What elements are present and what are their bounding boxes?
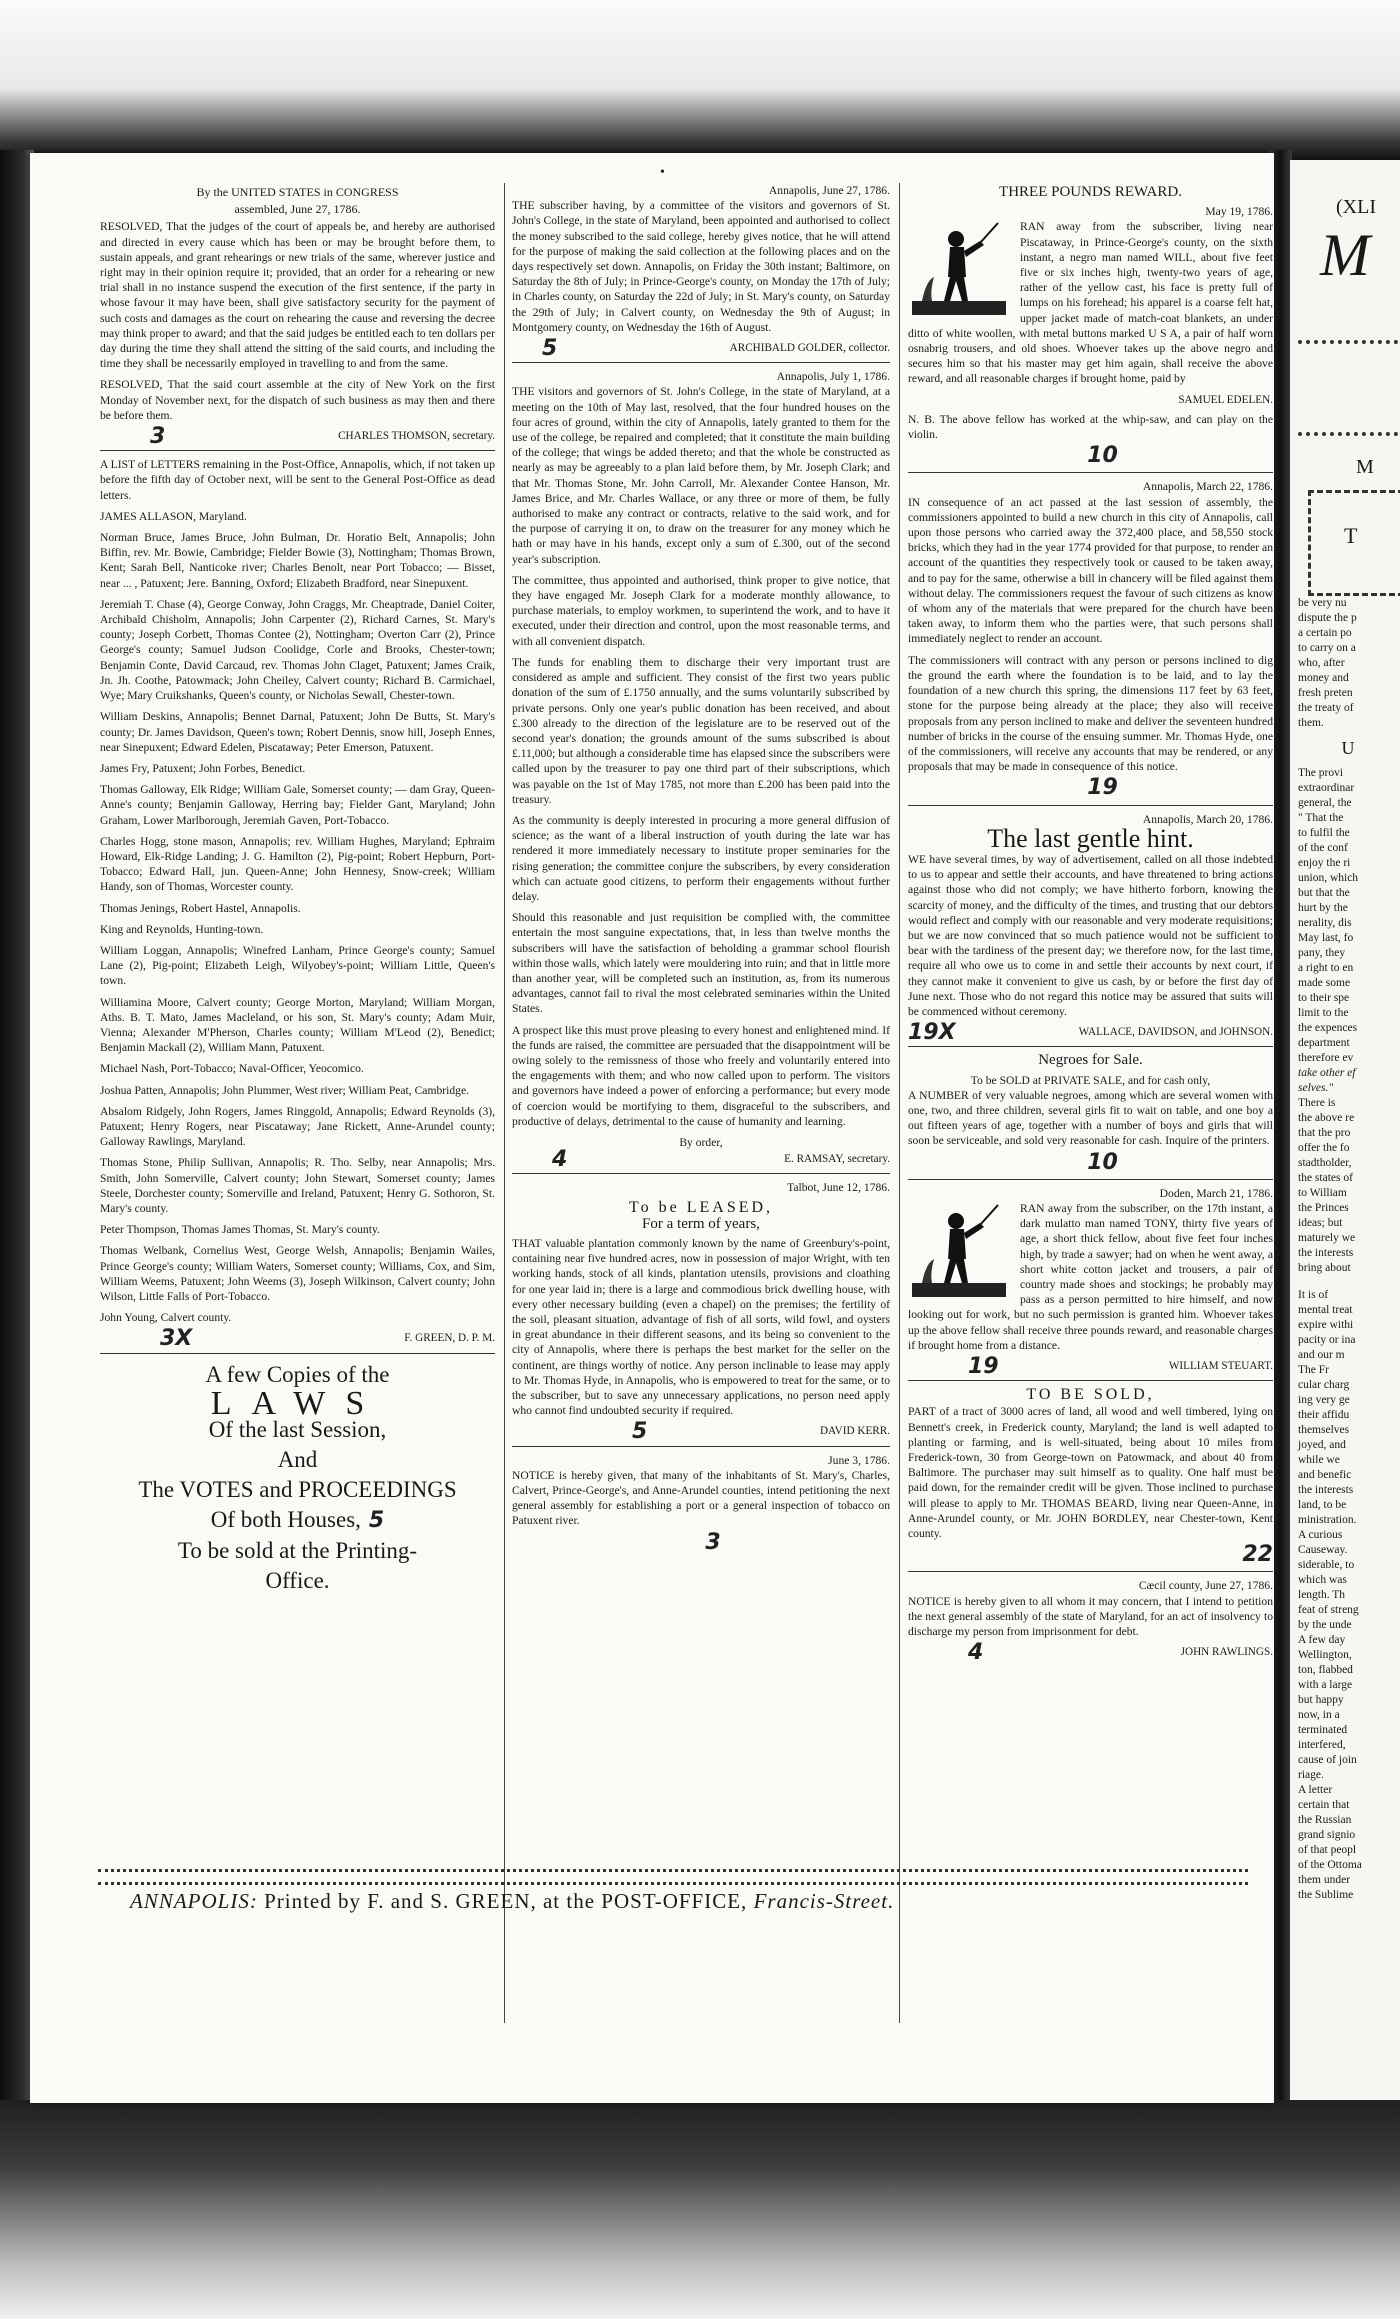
leased-advertisement xyxy=(512,1180,890,1445)
visitors-byorder: By order, xyxy=(679,1135,723,1149)
patuxent-notice xyxy=(512,1453,890,1553)
congress-body-2: RESOLVED, That the said court assemble at the city of New York on the first Monday of November next, for the dispatch of such business as may then and there be before them. xyxy=(100,378,495,422)
facing-letter: M xyxy=(1356,456,1374,478)
doden-signature: WILLIAM STEUART. xyxy=(1168,1360,1273,1373)
facing-text xyxy=(1298,596,1398,1903)
facing-line: of the Ottoma xyxy=(1298,1859,1362,1871)
congress-notice xyxy=(100,185,495,450)
letters-entry: Absalom Ridgely, John Rogers, James Ringgold, Annapolis; Edward Reynolds (3), Patuxent; Henry Rogers, near Piscataway; Jane Rickett, Anne-Arundel county; Galloway Rawlings, Maryland. xyxy=(100,1104,495,1149)
facing-line: to William xyxy=(1298,1187,1347,1199)
doden-runaway-advertisement xyxy=(908,1186,1273,1380)
facing-line: therefore ev xyxy=(1298,1052,1354,1064)
facing-line: but happy xyxy=(1298,1694,1344,1706)
rawlings-signature: JOHN RAWLINGS. xyxy=(1180,1646,1273,1659)
footer-city: ANNAPOLIS: xyxy=(130,1889,258,1913)
laws-advertisement xyxy=(100,1360,495,1596)
rawlings-notice xyxy=(908,1578,1273,1666)
laws-line-6: To be sold at the Printing- xyxy=(177,1537,418,1563)
facing-line: and benefic xyxy=(1298,1469,1352,1481)
facing-line: land, to be xyxy=(1298,1499,1347,1511)
letters-entry: Williamina Moore, Calvert county; George Morton, Maryland; William Morgan, Aths. B. T. Mato, James Macleland, or his son, St. Mary's county; Adam Muir, Vienna; Alexander M'Pherson, Charles county; William M'Leod (2), Benedict; Benjamin Mackall (2), William Mann, Patuxent. xyxy=(100,995,495,1055)
laws-line-2: Of the last Session, xyxy=(208,1416,387,1442)
facing-line: interfered, xyxy=(1298,1739,1346,1751)
facing-header: (XLI xyxy=(1336,196,1376,218)
facing-line: them under xyxy=(1298,1874,1351,1886)
college-dateline: Annapolis, June 27, 1786. xyxy=(768,184,890,197)
facing-page-fragment xyxy=(1290,160,1400,2100)
letters-entry: Jeremiah T. Chase (4), George Conway, John Craggs, Mr. Cheaptrade, Daniel Coiter, Archibald Chisholm, Annapolis; John Carpenter (2), Richard Carnes, St. Mary's county; Joseph Corbett, Thomas Contee (2), Nottingham; Overton Carr (2), Prince George's county; Samuel Judson Coolidge, Corle and Brooks, Chester-town; Benjamin Conte, David Carcaud, rev. Thomas John Claget, Patuxent; James Craik, Jn. Jh. Coothe, Patowmack; John Cheiley, Calvert county; Richard B. Carmichael, Wye; Mary Cruikshanks, Queen's county, or Nicholas Sewall, Chester-town. xyxy=(100,597,495,703)
facing-line: A curious xyxy=(1298,1529,1343,1541)
facing-line: the interests xyxy=(1298,1484,1354,1496)
facing-line: the Russian xyxy=(1298,1814,1352,1826)
church-notice xyxy=(908,479,1273,801)
footer-street: Francis-Street. xyxy=(753,1889,895,1913)
facing-line: A few day xyxy=(1298,1634,1346,1646)
gentle-hint-notice xyxy=(908,812,1273,1046)
negroes-body: A NUMBER of very valuable negroes, among which are several women with one, two, and three children, several girls fit to wait on table, and one boy a out fifteen years of age, together with a number of boys and girls that will soon be serviceable, and sold very reasonable for cash. Inquire of the printers. xyxy=(908,1088,1273,1148)
facing-line: There is xyxy=(1298,1097,1336,1109)
facing-line: feat of streng xyxy=(1298,1604,1359,1616)
visitors-body-5: Should this reasonable and just requisition be complied with, the committee entertain the most sanguine expectations, that, in less than twelve months the subscribers will have the satisfaction of beholding a grammar school flourish within those walls, which lately were mouldering into ruin; and that in little more than another year, will be completed such an institution, as, from its numerous advantages, cannot fail to rival the most celebrated seminaries within the United States. xyxy=(512,911,890,1016)
negroes-sale-advertisement xyxy=(908,1052,1273,1175)
handwritten-note: 3X xyxy=(160,1326,193,1352)
visitors-notice xyxy=(512,369,890,1173)
negroes-title: Negroes for Sale. xyxy=(1038,1052,1143,1069)
college-body: THE subscriber having, by a committee of the visitors and governors of St. John's College, in the state of Maryland, been appointed and authorised to collect the money subscribed to the said college, hereby gives notice, that he will attend for the purpose of making the said collection at the following places and on the days respectively set down. Annapolis, on Friday the 30th instant; Baltimore, on Saturday the 8th of July; in Prince-George's county, on Monday the 17th of July; in Charles county, on Saturday the 22d of July; in St. Mary's county, on Saturday the 29th of July; in Calvert county, on Wednesday the 9th of August; in Montgomery county, on Wednesday the 16th of August. xyxy=(512,199,890,334)
facing-line: dispute the p xyxy=(1298,612,1357,624)
facing-line: selves." xyxy=(1298,1082,1334,1094)
divider xyxy=(908,1179,1273,1180)
handwritten-note: 4 xyxy=(968,1640,984,1666)
facing-line: Wellington, xyxy=(1298,1649,1352,1661)
facing-line: the Sublime xyxy=(1298,1889,1354,1901)
facing-line: mental treat xyxy=(1298,1304,1353,1316)
church-body-2: The commissioners will contract with any person or persons inclined to dig the ground the earth where the foundation is to be laid, and to lay the foundation of a new church this spring, the dimensions 117 feet by 63 feet, stone for the purpose being already at the place; they also will receive proposals from any person inclined to make and deliver the seventeen hundred number of bricks in the course of the ensuing summer. Mr. Thomas Hyde, one of the commissioners, will receive any accounts that may be rendered, or any proposals that may be made in consequence of this notice. xyxy=(908,653,1273,774)
facing-line: " That the xyxy=(1298,812,1344,824)
scan-top-shadow xyxy=(0,0,1400,160)
facing-dotted-rule xyxy=(1298,432,1398,446)
letters-entry: Thomas Welbank, Cornelius West, George Welsh, Annapolis; Benjamin Wailes, Prince George's county; William Waters, Somerset county; Williams, Cox, and Sim, William Weems, Patuxent; John Weems (3), Joseph Wilkinson, Calvert county; John Wilson, Little Falls of Port-Tobacco. xyxy=(100,1244,495,1303)
facing-line: bring about xyxy=(1298,1262,1351,1274)
facing-line: The Fr xyxy=(1298,1364,1329,1376)
sold-body: PART of a tract of 3000 acres of land, all wood and well timbered, lying on Bennett's creek, in Frederick county, Maryland; the land is well adapted to planting or farming, and is well-situated, being about 10 miles from Frederick-town, 30 from George-town on Patowmack, and about 40 from Baltimore. The purchaser may suit himself as to quality. One half must be paid down, for the remainder credit will be given. Those inclined to purchase will please to apply to Mr. THOMAS BEARD, living near Queen-Anne, in Anne-Arundel county, or Mr. JOHN BORDLEY, near Chester-town, Kent county. xyxy=(908,1405,1273,1541)
leased-dateline: Talbot, June 12, 1786. xyxy=(787,1181,890,1195)
footer-printed: Printed by F. and S. GREEN, at the POST-OFFICE, xyxy=(264,1889,748,1913)
facing-line: joyed, and xyxy=(1298,1439,1346,1451)
facing-line: terminated xyxy=(1298,1724,1348,1736)
facing-line: length. Th xyxy=(1298,1589,1346,1601)
handwritten-note: 3 xyxy=(705,1529,721,1555)
rawlings-body: NOTICE is hereby given to all whom it may concern, that I intend to petition the next general assembly of the state of Maryland, for an act of insolvency to discharge my person from imprisonment for debt. xyxy=(908,1594,1273,1639)
facing-line: who, after xyxy=(1298,657,1345,669)
facing-line: while we xyxy=(1298,1454,1340,1466)
scan-left-shadow xyxy=(0,150,34,2100)
hint-title: The last gentle hint. xyxy=(987,823,1194,853)
congress-subheading: assembled, June 27, 1786. xyxy=(234,202,361,217)
facing-line: the Princes xyxy=(1298,1202,1349,1214)
land-sale-advertisement xyxy=(908,1386,1273,1568)
facing-line: A letter xyxy=(1298,1784,1333,1796)
facing-line: a certain po xyxy=(1298,627,1352,639)
facing-line: enjoy the ri xyxy=(1298,857,1351,869)
leased-title: To be LEASED, xyxy=(628,1198,774,1216)
visitors-body-4: As the community is deeply interested in procuring a more general diffusion of science; as the want of a liberal instruction of youth during the late war has rendered it more immediately necessary to institute proper seminaries for the rising generation; the committee conjure the subscribers, by every consideration which can actuate good citizens, to perform their engagements without further delay. xyxy=(512,813,890,903)
letters-entry: Thomas Galloway, Elk Ridge; William Gale, Somerset county; — dam Gray, Queen-Anne's county; Benjamin Galloway, Herring bay; Fielder Gant, Maryland; John Graham, Lower Marlborough, Jeremiah Gaven, Port-Tobacco. xyxy=(100,783,495,827)
handwritten-note: 10 xyxy=(1087,1149,1118,1175)
divider xyxy=(100,450,495,451)
facing-line: expire withi xyxy=(1298,1319,1354,1331)
divider xyxy=(512,1173,890,1174)
imprint-footer xyxy=(130,1889,1260,1914)
divider xyxy=(512,362,890,363)
divider xyxy=(908,1046,1273,1047)
facing-line: It is of xyxy=(1298,1289,1329,1301)
letters-entry: Michael Nash, Port-Tobacco; Naval-Officer, Yeocomico. xyxy=(100,1062,364,1076)
negroes-subtitle: To be SOLD at PRIVATE SALE, and for cash only, xyxy=(970,1073,1211,1087)
reward-note: N. B. The above fellow has worked at the whip-saw, and can play on the violin. xyxy=(908,412,1273,442)
facing-dropcap: T xyxy=(1344,523,1358,548)
facing-line: to their spe xyxy=(1298,992,1350,1004)
facing-line: them. xyxy=(1298,717,1324,729)
hint-dateline: Annapolis, March 20, 1786. xyxy=(1142,812,1273,826)
handwritten-note: 19 xyxy=(968,1354,999,1380)
facing-line: which was xyxy=(1298,1574,1347,1586)
patuxent-dateline: June 3, 1786. xyxy=(828,1453,890,1467)
facing-line: fresh preten xyxy=(1298,687,1353,699)
facing-heading: U xyxy=(1341,738,1355,758)
letters-entry: Thomas Jenings, Robert Hastel, Annapolis. xyxy=(100,901,301,915)
facing-line: to fulfil the xyxy=(1298,827,1350,839)
sold-title: TO BE SOLD, xyxy=(1026,1386,1155,1404)
letters-signature: F. GREEN, D. P. M. xyxy=(404,1332,495,1345)
facing-line: the states of xyxy=(1298,1172,1353,1184)
letters-entry: Norman Bruce, James Bruce, John Bulman, Dr. Horatio Belt, Annapolis; John Biffin, rev. Mr. Bowie, Cambridge; Fielder Bowie (3), Nottingham; Thomas Brown, Kent; Sarah Bell, Nanticoke river; Charles Benolt, near Port Tobacco; — Bisset, near ... , Patuxent; Jere. Banning, Oxford; Elizabeth Bradford, near Sinepuxent. xyxy=(100,531,495,590)
facing-line: stadtholder, xyxy=(1298,1157,1352,1169)
hint-signature: WALLACE, DAVIDSON, and JOHNSON. xyxy=(1078,1026,1273,1039)
facing-line: take other ef xyxy=(1298,1067,1356,1079)
visitors-body: THE visitors and governors of St. John's College, in the state of Maryland, at a meeting on the 10th of May last, resolved, that the four hundred houses on the four acres of ground, within the city of Annapolis, lately granted to them for the use of the college, be repaired and completed; that it constitute the main building of the college; that wings be added thereto; and that the whole be constructed as nearly as may be agreeably to a plan laid before them, by Mr. Joseph Clark; and that Mr. Thomas Stone, Mr. John Carroll, Mr. Alexander Contee Hanson, Mr. James Brice, and Mr. Charles Wallace, or any three or more of them, be fully authorised to make any contract or contracts, relative to the said work, and for the purpose of carrying it on, to draw on the treasurer for any money which he hath or may have in his hands, except only a sum of £.300, out of the second year's subscription. xyxy=(512,385,890,566)
divider xyxy=(908,472,1273,473)
patuxent-body: NOTICE is hereby given, that many of the inhabitants of St. Mary's, Charles, Calvert, Prince-George's, and Anne-Arundel counties, intend petitioning the next general assembly for establishing a port or a general inspection of tobacco on Patuxent river. xyxy=(512,1468,890,1528)
reward-title: THREE POUNDS REWARD. xyxy=(999,184,1182,200)
facing-line: riage. xyxy=(1298,1769,1324,1781)
leased-subtitle: For a term of years, xyxy=(642,1215,760,1232)
handwritten-note: 3 xyxy=(150,424,166,450)
visitors-body-3: The funds for enabling them to discharge their very important trust are considered as ample and sufficient. They consist of the first two years public donation of the sum of £.1750 annually, and the sums voluntarily subscribed by private persons. Only one year's public donation has been received, and about £.300 already to the direction of the legislature are to be reserved out of the second year's donation; the grounds amount of the sums subscribed is about £.11,000; but although a considerable time has elapsed since the subscribers were called upon by the treasurer to pay one third part of their subscriptions, which was payable on the 1st of May 1785, not more than £.200 has been paid into the treasury. xyxy=(512,655,890,806)
congress-heading: By the UNITED STATES in CONGRESS xyxy=(196,185,399,199)
divider xyxy=(908,1571,1273,1572)
ornamental-border xyxy=(98,1869,1248,1885)
facing-line: themselves xyxy=(1298,1424,1350,1436)
handwritten-note: 5 xyxy=(368,1507,385,1533)
facing-line: ministration. xyxy=(1298,1514,1357,1526)
facing-line: pany, they xyxy=(1298,947,1346,959)
facing-line: ing very ge xyxy=(1298,1394,1350,1406)
facing-line: nerality, dis xyxy=(1298,917,1352,929)
divider xyxy=(512,1446,890,1447)
facing-line: be very nu xyxy=(1298,597,1347,609)
visitors-dateline: Annapolis, July 1, 1786. xyxy=(776,370,890,384)
facing-line: general, the xyxy=(1298,797,1352,809)
facing-line: the above re xyxy=(1298,1112,1355,1124)
laws-title: LAWS xyxy=(210,1384,385,1422)
scan-bottom-shadow xyxy=(0,2100,1400,2319)
facing-line: siderable, to xyxy=(1298,1559,1355,1571)
laws-line-7: Office. xyxy=(265,1567,330,1593)
doden-body: RAN away from the subscriber, on the 17th instant, a dark mulatto man named TONY, thirty five years of age, a short thick fellow, about five feet four inches high, by trade a sawyer; had on when he went away, a short white cotton jacket and trousers, a pair of country made shoes and stockings; he probably may pass as a person permitted to hire himself, and now looking out for work, but no such permission is granted him. Whoever takes up the above fellow shall receive three pounds reward, and reasonable charges if brought home from a distance. xyxy=(908,1201,1273,1352)
letters-entry: William Deskins, Annapolis; Bennet Darnal, Patuxent; John De Butts, St. Mary's county; Dr. James Davidson, Queen's town; Robert Dennis, snow hill, Joseph Ennes, near Sinepuxent; Edward Edelen, Piscataway; Peter Emerson, Patuxent. xyxy=(100,710,495,754)
column-rule-1 xyxy=(504,183,505,2023)
facing-line: hurt by the xyxy=(1298,902,1348,914)
page-dot-ornament: • xyxy=(660,165,665,180)
facing-line: by the unde xyxy=(1298,1619,1352,1631)
divider xyxy=(908,1380,1273,1381)
church-body: IN consequence of an act passed at the last session of assembly, the commissioners appointed to build a new church in this city of Annapolis, call upon those persons who carried away the 372,400 place, and 58,550 stock bricks, which they had in the year 1774 provided for that purpose, to render an account of the quantities they respectively took or caused to be taken away, and to pay for the same, otherwise a bill in chancery will be filed against them without delay. The commissioners request the favour of such citizens as know of whom any of the materials that were prepared for the church have been taken away, to inform them who the parties were, that such persons shall immediately neglect to render an account. xyxy=(908,495,1273,646)
college-signature: ARCHIBALD GOLDER, collector. xyxy=(729,342,890,355)
runaway-figure-icon xyxy=(908,1203,1010,1303)
handwritten-note: 4 xyxy=(552,1147,568,1173)
facing-gap xyxy=(1298,1276,1398,1288)
doden-dateline: Doden, March 21, 1786. xyxy=(1159,1186,1273,1200)
laws-line-4: The VOTES and PROCEEDINGS xyxy=(138,1476,457,1502)
facing-line: a right to en xyxy=(1298,962,1354,974)
facing-line: of that peopl xyxy=(1298,1844,1357,1856)
facing-line: ton, flabbed xyxy=(1298,1664,1353,1676)
leased-body: THAT valuable plantation commonly known by the name of Greenbury's-point, containing near five hundred acres, now in possession of major Wright, with ten working hands, stock of all kinds, plantation utensils, provisions and cloathing for one year laid in; there is a large and commodious brick dwelling house, with every other necessary building (even a chapel) on the premises; the fertility of the soil, pleasant situation, advantage of fish of all sorts, wild fowl, and oysters in great abundance in their different seasons, and its being so convenient to the city of Annapolis, where there is perhaps the best market for the seller on the continent, are things worthy of notice. Any person inclinable to lease may apply to Mr. Thomas Hyde, in Annapolis, who is empowered to treat for the same, or to the subscriber, but to save any unnecessary applications, no person need apply who cannot find undoubted security if required. xyxy=(512,1237,890,1418)
facing-line: money and xyxy=(1298,672,1349,684)
letters-entry: Peter Thompson, Thomas James Thomas, St. Mary's county. xyxy=(100,1223,380,1237)
facing-title-letter: M xyxy=(1320,222,1370,288)
visitors-body-6: A prospect like this must prove pleasing to every honest and enlightened mind. If the funds are raised, the committee are persuaded that the disappointment will be owing solely to the remissness of those who freely and voluntarily entered into the engagements with them; and who now called upon to perform. The visitors and governors have indeed a power of enforcing a performance; but every mode of coercion would be mortifying to them, disgraceful to the subscribers, and productive of delays, detrimental to the cause of humanity and learning. xyxy=(512,1023,890,1128)
letters-entry: James Fry, Patuxent; John Forbes, Benedict. xyxy=(100,761,306,775)
laws-line-1: A few Copies of the xyxy=(205,1361,390,1387)
facing-line: extraordinar xyxy=(1298,782,1355,794)
visitors-body-2: The committee, thus appointed and authorised, think proper to give notice, that they have engaged Mr. Joseph Clark for a moderate monthly allowance, to purchase materials, to employ workmen, to superintend the work, and to have it executed, under their direction and control, upon the most reasonable terms, and with all convenient dispatch. xyxy=(512,573,890,648)
leased-signature: DAVID KERR. xyxy=(819,1425,890,1438)
facing-line: limit to the xyxy=(1298,1007,1349,1019)
divider xyxy=(908,805,1273,806)
facing-line: made some xyxy=(1298,977,1351,989)
laws-line-5: Of both Houses, xyxy=(210,1506,361,1532)
letters-entry: JAMES ALLASON, Maryland. xyxy=(100,509,247,523)
facing-line: grand signio xyxy=(1298,1829,1356,1841)
letters-entry: King and Reynolds, Hunting-town. xyxy=(100,922,264,936)
facing-line: of the conf xyxy=(1298,842,1348,854)
reward-dateline: May 19, 1786. xyxy=(1205,205,1273,219)
rawlings-dateline: Cæcil county, June 27, 1786. xyxy=(1138,1579,1273,1593)
facing-line: May last, fo xyxy=(1298,932,1354,944)
letters-entry: William Loggan, Annapolis; Winefred Lanham, Prince George's county; Samuel Lane (2), Pig-point; Elizabeth Leigh, Wilyobey's-point; William Little, Queen's town. xyxy=(100,943,495,988)
handwritten-note: 10 xyxy=(1087,443,1118,469)
facing-line: and our m xyxy=(1298,1349,1345,1361)
college-collection-notice xyxy=(512,183,890,362)
congress-signature: CHARLES THOMSON, secretary. xyxy=(338,430,495,443)
facing-line: but that the xyxy=(1298,887,1350,899)
facing-line: the treaty of xyxy=(1298,702,1354,714)
facing-line: cular charg xyxy=(1298,1379,1350,1391)
column-middle xyxy=(512,183,890,1553)
facing-line: maturely we xyxy=(1298,1232,1356,1244)
congress-body: RESOLVED, That the judges of the court of appeals be, and hereby are authorised and directed in every cause which has been or may be brought before them, to sustain appeals, and grant rehearings or new trials of the same, wherever justice and right may in their opinion require it; provided, that an order for a rehearing or new trial shall in no instance suspend the execution of the first sentence, if the party in whose favour it may have been, shall give satisfactory security for the payment of such costs and damages as the court on rehearing the cause and reversing the decree may think proper to award; and that the said judges be entitled each to ten dollars per day during the time they shall attend the sitting of the said courts, and including the time they shall be necessarily employed in travelling to and from the same. xyxy=(100,220,495,371)
facing-line: with a large xyxy=(1298,1679,1353,1691)
facing-line: offer the fo xyxy=(1298,1142,1350,1154)
letters-entry: Charles Hogg, stone mason, Annapolis; rev. William Hughes, Maryland; Ephraim Howard, Elk-Ridge Landing; J. G. Hamilton (2), Pig-point; Robert Hepburn, Port-Tobacco; Edward Hall, jun. Queen-Anne; John Hennesy, Snow-creek; William Handy, son of Thomas, Worcester county. xyxy=(100,834,495,894)
divider xyxy=(100,1353,495,1354)
facing-dotted-rule xyxy=(1298,340,1398,354)
facing-line: The provi xyxy=(1298,767,1344,779)
letters-intro: A LIST of LETTERS remaining in the Post-Office, Annapolis, which, if not taken up before the fifth day of October next, will be sent to the General Post-Office as dead letters. xyxy=(100,458,495,502)
column-right xyxy=(908,183,1273,1664)
column-left xyxy=(100,183,495,1596)
letters-entry: John Young, Calvert county. xyxy=(100,1311,232,1325)
laws-line-3: And xyxy=(277,1446,318,1472)
reward-signature: SAMUEL EDELEN. xyxy=(1178,393,1273,406)
letters-entry: Joshua Patten, Annapolis; John Plummer, West river; William Peat, Cambridge. xyxy=(100,1083,469,1097)
visitors-signature: E. RAMSAY, secretary. xyxy=(784,1153,890,1166)
handwritten-note: 19 xyxy=(1087,775,1118,801)
hint-body: WE have several times, by way of advertisement, called on all those indebted to us to appear and settle their accounts, and have threatened to bring actions against those who did not comply; we have hitherto forborn, knowing the scarcity of money, and the difficulty of the times, and trusting that our debtors would reflect and comply with our reasonable and very moderate requisitions; but we are now convinced that so much patience would not be sufficient to bear with the tardiness of the present day; we therefore now, for the last time, require all who owe us to come in and settle their accounts by next court, if they cannot make it convenient to give us cash, by or before the first day of June next. Those who do not regard this notice may be assured that suits will be commenced without ceremony. xyxy=(908,852,1273,1018)
facing-line: that the pro xyxy=(1298,1127,1351,1139)
facing-line: pacity or ina xyxy=(1298,1334,1356,1346)
handwritten-note: 19X xyxy=(908,1020,956,1046)
facing-line: their affidu xyxy=(1298,1409,1350,1421)
newspaper-page xyxy=(30,153,1274,2103)
letters-list xyxy=(100,457,495,1352)
facing-line: department xyxy=(1298,1037,1350,1049)
reward-advertisement xyxy=(908,184,1273,469)
facing-line: ideas; but xyxy=(1298,1217,1343,1229)
facing-line: the expences xyxy=(1298,1022,1358,1034)
facing-line: certain that xyxy=(1298,1799,1350,1811)
facing-line: Causeway. xyxy=(1298,1544,1348,1556)
facing-line: the interests xyxy=(1298,1247,1354,1259)
facing-line: cause of join xyxy=(1298,1754,1357,1766)
facing-line: union, which xyxy=(1298,872,1359,884)
letters-entry: Thomas Stone, Philip Sullivan, Annapolis; R. Tho. Selby, near Annapolis; Mrs. Smith, John Somerville, Calvert county; John Stewart, Somerset county; James Steele, Dorchester county; Somerville and Ireland, Patuxent; Henry G. Sothoron, St. Mary's county. xyxy=(100,1156,495,1215)
church-dateline: Annapolis, March 22, 1786. xyxy=(1142,480,1273,494)
column-rule-2 xyxy=(899,183,900,2023)
handwritten-note: 22 xyxy=(1242,1542,1273,1568)
runaway-figure-icon xyxy=(908,221,1010,321)
facing-line: to carry on a xyxy=(1298,642,1356,654)
handwritten-note: 5 xyxy=(542,336,558,362)
reward-body: RAN away from the subscriber, living near Piscataway, in Prince-George's county, on the sixth instant, a negro man named WILL, about five feet five or six inches high, twenty-two years of age, rather of the yellow cast, his face is pretty full of lumps on his forehead; his apparel is a coarse felt hat, upper jacket made of match-coat blankets, an under ditto of white woollen, with metal buttons marked U S A, a pair of half worn osnabrig trousers, and old shoes. Whoever takes up the above negro and secures him so that his master may get him again, shall receive the above reward, and all reasonable charges if brought home, paid by xyxy=(908,220,1273,386)
handwritten-note: 5 xyxy=(632,1419,648,1445)
facing-line: now, in a xyxy=(1298,1709,1340,1721)
